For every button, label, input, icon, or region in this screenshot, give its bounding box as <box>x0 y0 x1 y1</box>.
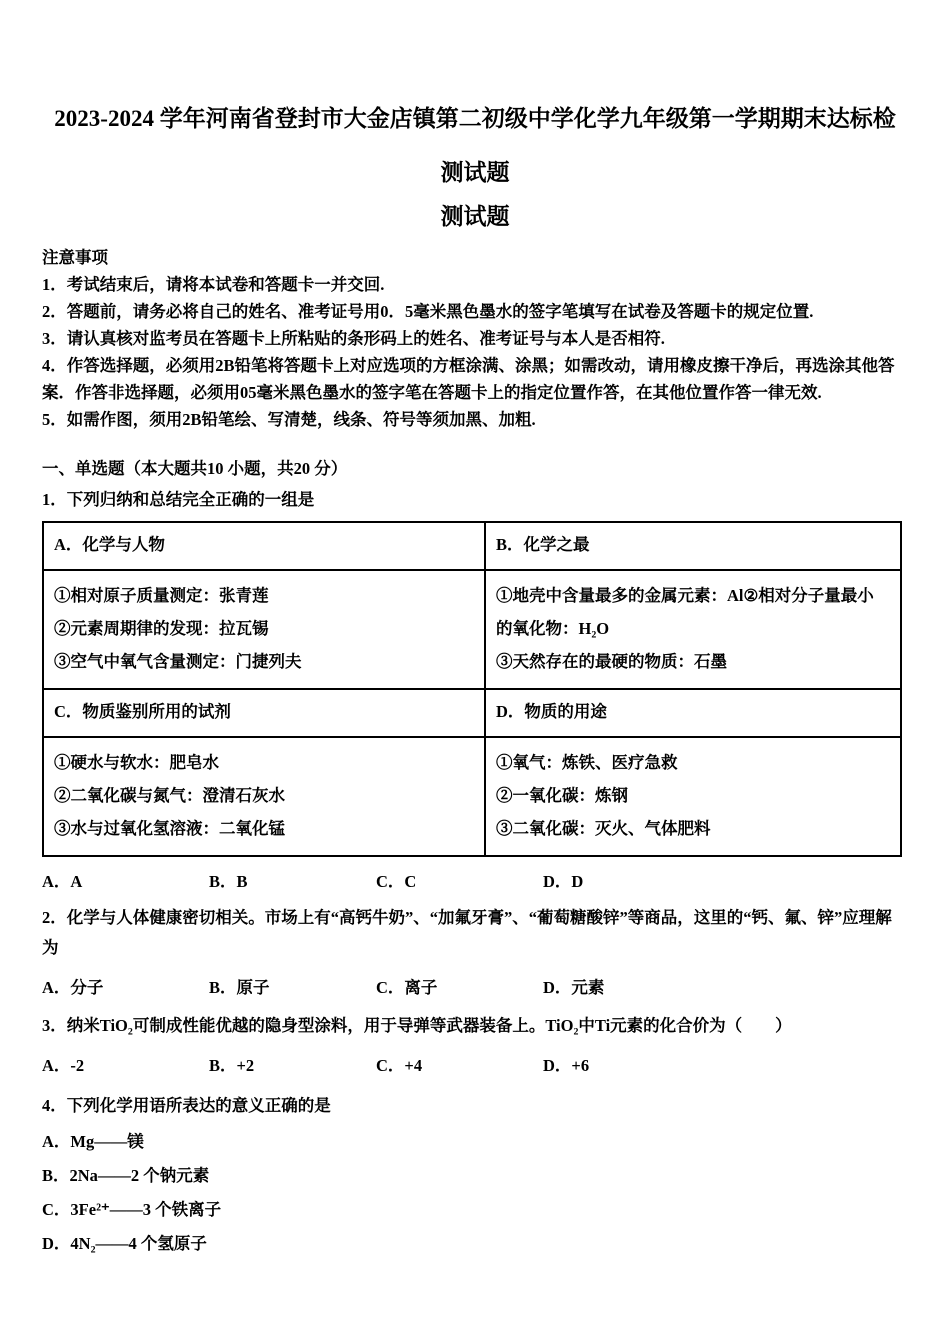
question-3-option-a: A．-2 <box>42 1056 85 1075</box>
question-1-option-d: D．D <box>543 872 584 891</box>
table-row-body-ab <box>43 570 901 689</box>
notice-item-5: 5．如需作图，须用2B铅笔绘、写清楚，线条、符号等须加黑、加粗. <box>42 410 536 429</box>
page-title-line3: 测试题 <box>440 204 510 229</box>
question-2-options <box>42 974 908 1001</box>
cell-a-body <box>43 570 485 689</box>
question-2-option-c: C．离子 <box>376 978 438 997</box>
question-1-option-c: C．C <box>376 872 417 891</box>
title-block <box>42 104 908 232</box>
cell-c-title: C．物质鉴别所用的试剂 <box>43 689 485 737</box>
question-4 <box>42 1091 908 1257</box>
question-1-option-a: A．A <box>42 872 83 891</box>
page-title-line1: 2023-2024 学年河南省登封市大金店镇第二初级中学化学九年级第一学期期末达标检 <box>54 106 896 131</box>
question-1 <box>42 486 908 895</box>
question-2-stem: 2．化学与人体健康密切相关。市场上有“高钙牛奶”、“加氟牙膏”、“葡萄糖酸锌”等商品，这里的“钙、氟、锌”应理解为 <box>42 908 892 957</box>
page-title-line2: 测试题 <box>440 160 510 185</box>
table-row-titles-ab <box>43 522 901 570</box>
question-4-option-d: D．4N₂——4 个氢原子 <box>42 1234 207 1253</box>
notice-item-4: 4．作答选择题，必须用2B铅笔将答题卡上对应选项的方框涂满、涂黑；如需改动，请用橡皮擦干净后，再选涂其他答案．作答非选择题，必须用05毫米黑色墨水的签字笔在答题卡上的指定位置作答，在其他位置作答一律无效. <box>42 356 895 402</box>
cell-c-item-1: ①硬水与软水：肥皂水 <box>54 753 219 772</box>
cell-b-body <box>485 570 901 689</box>
question-4-option-b: B．2Na——2 个钠元素 <box>42 1166 210 1185</box>
cell-a-title: A．化学与人物 <box>43 522 485 570</box>
question-1-options <box>42 868 908 895</box>
question-2-option-b: B．原子 <box>209 978 270 997</box>
question-3 <box>42 1011 908 1079</box>
question-2-option-a: A．分子 <box>42 978 104 997</box>
table-row-body-cd <box>43 737 901 856</box>
section-heading: 一、单选题（本大题共10 小题，共20 分） <box>42 459 348 478</box>
cell-a-item-1: ①相对原子质量测定：张青莲 <box>54 586 269 605</box>
question-1-option-b: B．B <box>209 872 248 891</box>
question-2 <box>42 903 908 1001</box>
cell-a-item-3: ③空气中氧气含量测定：门捷列夫 <box>54 652 302 671</box>
question-3-option-c: C．+4 <box>376 1056 423 1075</box>
cell-c-body <box>43 737 485 856</box>
question-4-option-c: C．3Fe²⁺——3 个铁离子 <box>42 1200 222 1219</box>
cell-d-item-2: ②一氧化碳：炼钢 <box>496 786 628 805</box>
question-3-option-b: B．+2 <box>209 1056 255 1075</box>
notice-heading: 注意事项 <box>42 248 108 267</box>
notice-section <box>42 244 908 433</box>
notice-item-2: 2．答题前，请务必将自己的姓名、准考证号用0．5毫米黑色墨水的签字笔填写在试卷及答题卡的规定位置. <box>42 302 814 321</box>
cell-a-item-2: ②元素周期律的发现：拉瓦锡 <box>54 619 269 638</box>
question-4-stem: 4．下列化学用语所表达的意义正确的是 <box>42 1096 331 1115</box>
question-3-options <box>42 1052 908 1079</box>
question-4-option-a: A．Mg——镁 <box>42 1132 144 1151</box>
question-2-option-d: D．元素 <box>543 978 605 997</box>
cell-d-item-1: ①氧气：炼铁、医疗急救 <box>496 753 678 772</box>
cell-b-item-1: ①地壳中含量最多的金属元素：Al②相对分子量最小的氧化物：H₂O <box>496 586 874 638</box>
question-1-table <box>42 521 902 857</box>
cell-c-item-2: ②二氧化碳与氮气：澄清石灰水 <box>54 786 285 805</box>
cell-c-item-3: ③水与过氧化氢溶液：二氧化锰 <box>54 819 285 838</box>
cell-b-title: B．化学之最 <box>485 522 901 570</box>
cell-d-title: D．物质的用途 <box>485 689 901 737</box>
cell-d-item-3: ③二氧化碳：灭火、气体肥料 <box>496 819 711 838</box>
notice-item-1: 1．考试结束后，请将本试卷和答题卡一并交回. <box>42 275 385 294</box>
question-3-option-d: D．+6 <box>543 1056 590 1075</box>
question-1-stem: 1．下列归纳和总结完全正确的一组是 <box>42 490 315 509</box>
cell-d-body <box>485 737 901 856</box>
notice-item-3: 3．请认真核对监考员在答题卡上所粘贴的条形码上的姓名、准考证号与本人是否相符. <box>42 329 665 348</box>
table-row-titles-cd <box>43 689 901 737</box>
question-3-stem: 3．纳米TiO₂可制成性能优越的隐身型涂料，用于导弹等武器装备上。TiO₂中Ti元素的化合价为（ ） <box>42 1016 792 1035</box>
cell-b-item-2: ③天然存在的最硬的物质：石墨 <box>496 652 727 671</box>
